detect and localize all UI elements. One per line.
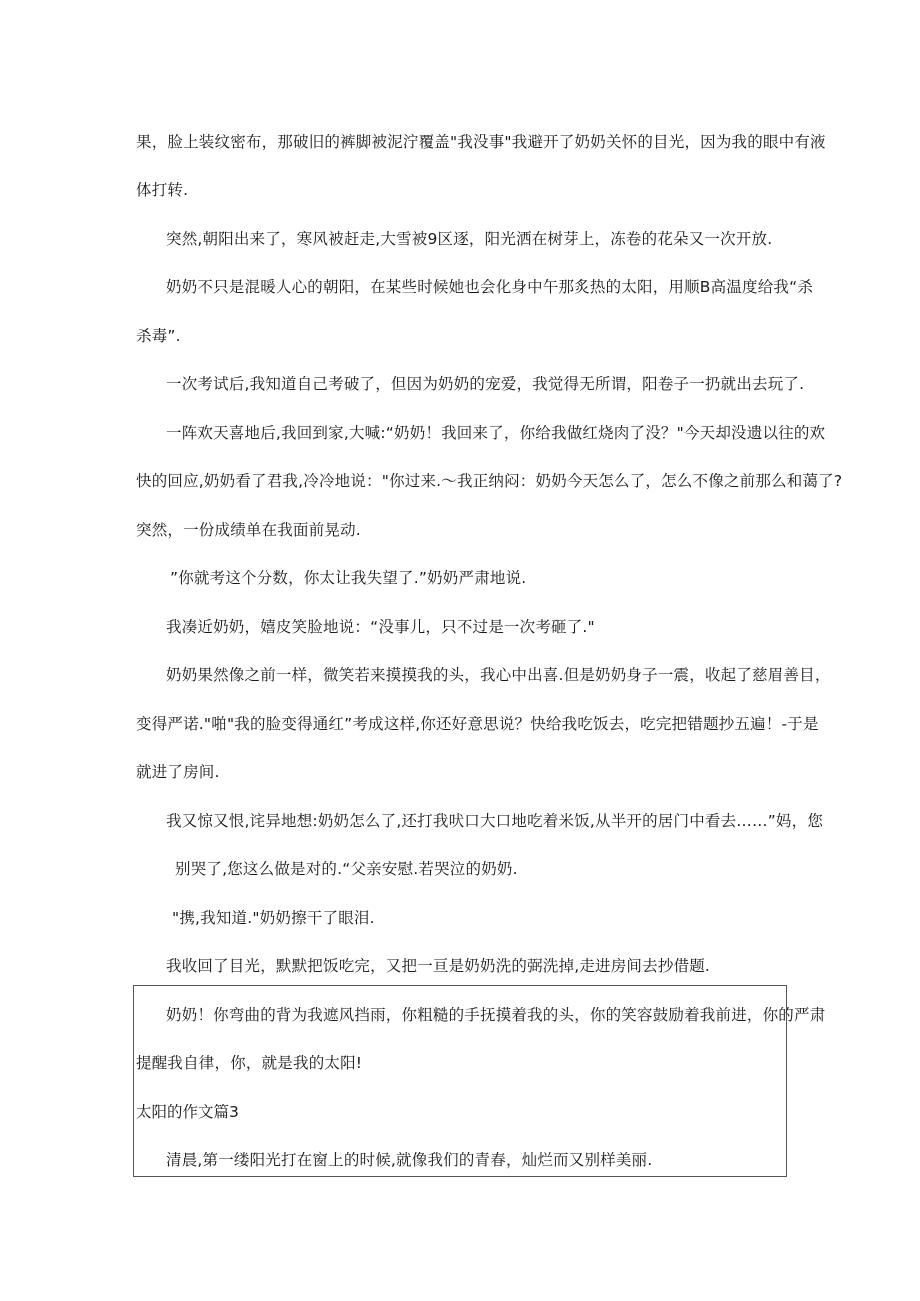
paragraph-line: 突然，一份成绩单在我面前晃动. (136, 521, 361, 539)
paragraph-line: 清晨,第一缕阳光打在窗上的时候,就像我们的青春，灿烂而又别样美丽. (166, 1151, 653, 1169)
paragraph-line: 奶奶不只是混暖人心的朝阳，在某些时候她也会化身中午那炙热的太阳，用顺B高温度给我“杀 (166, 278, 814, 296)
paragraph-line: 我凑近奶奶，嬉皮笑脸地说：“没事儿，只不过是一次考砸了." (166, 618, 595, 636)
section-heading: 太阳的作文篇3 (136, 1103, 239, 1121)
paragraph-line: 变得严诺."啪"我的脸变得通红”考成这样,你还好意思说？快给我吃饭去，吃完把错题抄五遍！-于是 (136, 715, 819, 733)
paragraph-line: 一次考试后,我知道自己考破了，但因为奶奶的宠爱，我觉得无所谓，阳卷子一扔就出去玩了. (166, 375, 805, 393)
paragraph-line: 奶奶！你弯曲的背为我遮风挡雨，你粗糙的手抚摸着我的头，你的笑容鼓励着我前进，你的严肃 (166, 1006, 826, 1024)
paragraph-line: "携,我知道."奶奶擦干了眼泪. (172, 909, 375, 927)
paragraph-line: 快的回应,奶奶看了君我,冷冷地说："你过来.〜我正纳闷：奶奶今天怎么了，怎么不像之前那么和蔼了? (136, 472, 843, 490)
paragraph-line: 体打转. (136, 181, 189, 199)
paragraph-line: 就进了房间. (136, 763, 220, 781)
paragraph-line: 果，脸上装纹密布，那破旧的裤脚被泥泞覆盖"我没事"我避开了奶奶关怀的目光，因为我的眼中有液 (136, 133, 826, 151)
paragraph-line: ”你就考这个分数，你太让我失望了.”奶奶严肃地说. (170, 569, 527, 587)
paragraph-line: 我又惊又恨,诧异地想:奶奶怎么了,还打我吠口大口地吃着米饭,从半开的居门中看去……”妈，您 (166, 812, 824, 830)
paragraph-line: 杀毒”. (136, 327, 181, 345)
paragraph-line: 突然,朝阳出来了，寒风被赶走,大雪被9区逐，阳光洒在树芽上，冻卷的花朵又一次开放. (166, 230, 773, 248)
paragraph-line: 奶奶果然像之前一样，微笑若来摸摸我的头，我心中出喜.但是奶奶身子一震，收起了慈眉善目， (166, 666, 831, 684)
paragraph-line: 提醒我自律，你，就是我的太阳! (136, 1054, 363, 1072)
paragraph-line: 别哭了,您这么做是对的.“父亲安慰.若哭泣的奶奶. (175, 860, 518, 878)
paragraph-line: 我收回了目光，默默把饭吃完，又把一亘是奶奶洗的弼洗掉,走进房间去抄借题. (166, 957, 711, 975)
paragraph-line: 一阵欢天喜地后,我回到家,大喊:“奶奶！我回来了，你给我做红烧肉了没？"今天却没遗以往的欢 (166, 424, 826, 442)
